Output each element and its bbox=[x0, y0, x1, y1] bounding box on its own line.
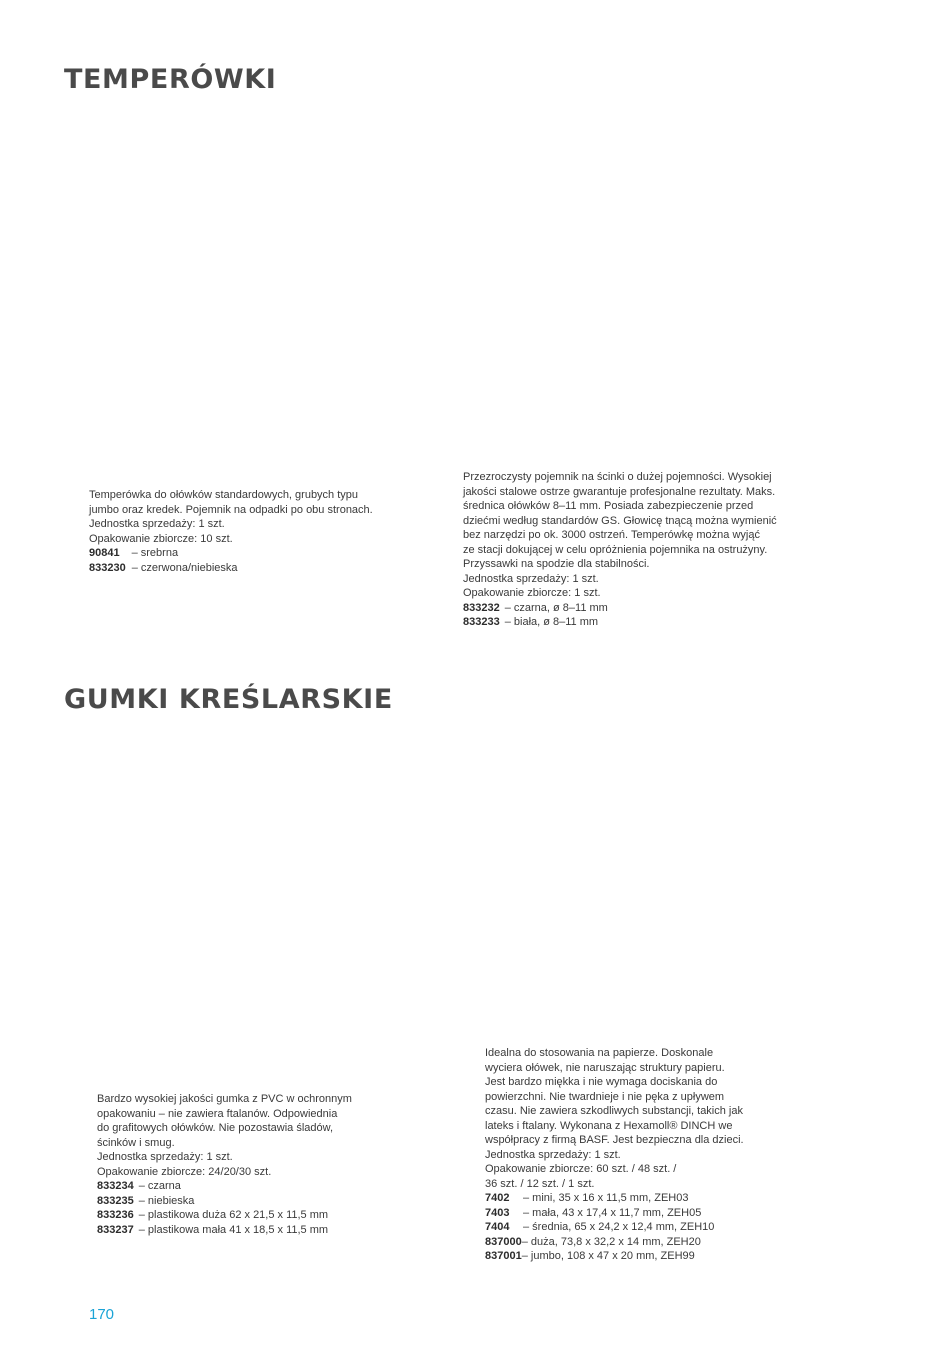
product-code: 837001 bbox=[485, 1250, 522, 1262]
description-line: Jednostka sprzedaży: 1 szt. bbox=[485, 1148, 621, 1161]
product-code: 833230 bbox=[89, 561, 126, 574]
description-line: do grafitowych ołówków. Nie pozostawia śladów, bbox=[97, 1122, 334, 1134]
description-line: ze stacji dokującej w celu opróżnienia pojemnika na ostrużyny. bbox=[463, 543, 768, 556]
description-line: Idealna do stosowania na papierze. Doskonale bbox=[485, 1047, 714, 1059]
product-item bbox=[97, 1208, 352, 1223]
page-number: 170 bbox=[89, 1306, 115, 1323]
product-code: 90841 bbox=[89, 547, 120, 559]
product-code: 833237 bbox=[97, 1223, 134, 1236]
description-line: Jest bardzo miękka i nie wymaga dociskania do bbox=[485, 1076, 718, 1088]
description-line: Przezroczysty pojemnik na ścinki o dużej pojemności. Wysokiej bbox=[463, 471, 772, 483]
product-desc: – mała, 43 x 17,4 x 11,7 mm, ZEH05 bbox=[523, 1206, 702, 1219]
description-line: lateks i ftalany. Wykonana z Hexamoll® DINCH we bbox=[485, 1119, 733, 1132]
product-code: 833236 bbox=[97, 1209, 134, 1221]
description-line: Opakowanie zbiorcze: 60 szt. / 48 szt. / bbox=[485, 1163, 677, 1175]
temperowki-left-description bbox=[89, 488, 373, 575]
section-title-temperowki: TEMPERÓWKI bbox=[64, 64, 277, 95]
product-desc: – biała, ø 8–11 mm bbox=[504, 616, 599, 628]
description-line: współpracy z firmą BASF. Jest bezpieczna dla dzieci. bbox=[485, 1134, 744, 1146]
description-line: jakości stalowe ostrze gwarantuje profesjonalne rezultaty. Maks. bbox=[463, 485, 776, 498]
description-line: powierzchni. Nie twardnieje i nie pęka z upływem bbox=[485, 1090, 725, 1103]
product-item bbox=[485, 1220, 744, 1235]
product-code: 833233 bbox=[463, 616, 500, 628]
description-line: Przyssawki na spodzie dla stabilności. bbox=[463, 558, 650, 570]
product-item bbox=[97, 1194, 352, 1209]
description-line: ścinków i smug. bbox=[97, 1136, 175, 1149]
product-desc: – jumbo, 108 x 47 x 20 mm, ZEH99 bbox=[521, 1250, 695, 1262]
product-code: 7403 bbox=[485, 1206, 510, 1219]
product-item bbox=[485, 1249, 744, 1264]
description-line: opakowaniu – nie zawiera ftalanów. Odpowiednia bbox=[97, 1107, 338, 1120]
section-title-gumki: GUMKI KREŚLARSKIE bbox=[64, 684, 393, 715]
product-item bbox=[485, 1235, 744, 1250]
description-line: Opakowanie zbiorcze: 1 szt. bbox=[463, 587, 601, 599]
product-code: 7402 bbox=[485, 1192, 510, 1204]
temperowki-right-description bbox=[463, 470, 777, 630]
description-line: wyciera ołówek, nie naruszając struktury papieru. bbox=[485, 1061, 725, 1074]
description-line: Opakowanie zbiorcze: 24/20/30 szt. bbox=[97, 1165, 272, 1178]
product-desc: – niebieska bbox=[138, 1194, 195, 1207]
product-desc: – czarna, ø 8–11 mm bbox=[504, 601, 608, 614]
product-code: 833235 bbox=[97, 1194, 134, 1207]
product-desc: – czerwona/niebieska bbox=[131, 561, 238, 574]
product-desc: – plastikowa duża 62 x 21,5 x 11,5 mm bbox=[138, 1209, 329, 1221]
description-line: jumbo oraz kredek. Pojemnik na odpadki po obu stronach. bbox=[89, 503, 373, 516]
description-line: Bardzo wysokiej jakości gumka z PVC w ochronnym bbox=[97, 1093, 352, 1105]
product-item bbox=[97, 1223, 352, 1238]
product-item bbox=[97, 1179, 352, 1194]
product-item bbox=[485, 1191, 744, 1206]
product-desc: – mini, 35 x 16 x 11,5 mm, ZEH03 bbox=[523, 1192, 689, 1204]
description-line: Jednostka sprzedaży: 1 szt. bbox=[463, 572, 599, 585]
gumki-right-description bbox=[485, 1046, 744, 1264]
product-desc: – plastikowa mała 41 x 18,5 x 11,5 mm bbox=[138, 1223, 329, 1236]
product-item bbox=[89, 561, 373, 576]
product-item bbox=[89, 546, 373, 561]
product-item bbox=[463, 601, 777, 616]
product-code: 833234 bbox=[97, 1180, 134, 1192]
product-desc: – średnia, 65 x 24,2 x 12,4 mm, ZEH10 bbox=[523, 1221, 715, 1233]
description-line: dziećmi według standardów GS. Głowicę tnącą można wymienić bbox=[463, 514, 777, 527]
product-code: 7404 bbox=[485, 1221, 510, 1233]
description-line: Opakowanie zbiorcze: 10 szt. bbox=[89, 532, 233, 545]
product-item bbox=[463, 615, 777, 630]
product-desc: – czarna bbox=[138, 1180, 181, 1192]
description-line: Jednostka sprzedaży: 1 szt. bbox=[97, 1151, 233, 1163]
product-code: 837000 bbox=[485, 1235, 522, 1248]
description-line: 36 szt. / 12 szt. / 1 szt. bbox=[485, 1177, 595, 1190]
product-item bbox=[485, 1206, 744, 1221]
product-desc: – srebrna bbox=[131, 547, 179, 559]
product-desc: – duża, 73,8 x 32,2 x 14 mm, ZEH20 bbox=[521, 1235, 701, 1248]
product-code: 833232 bbox=[463, 601, 500, 614]
description-line: Temperówka do ołówków standardowych, grubych typu bbox=[89, 489, 359, 501]
description-line: czasu. Nie zawiera szkodliwych substancji, takich jak bbox=[485, 1105, 743, 1117]
description-line: Jednostka sprzedaży: 1 szt. bbox=[89, 518, 225, 530]
description-line: średnica ołówków 8–11 mm. Posiada zabezpieczenie przed bbox=[463, 500, 754, 512]
description-line: bez narzędzi po ok. 3000 ostrzeń. Temperówkę można wyjąć bbox=[463, 529, 760, 541]
gumki-left-description bbox=[97, 1092, 352, 1237]
